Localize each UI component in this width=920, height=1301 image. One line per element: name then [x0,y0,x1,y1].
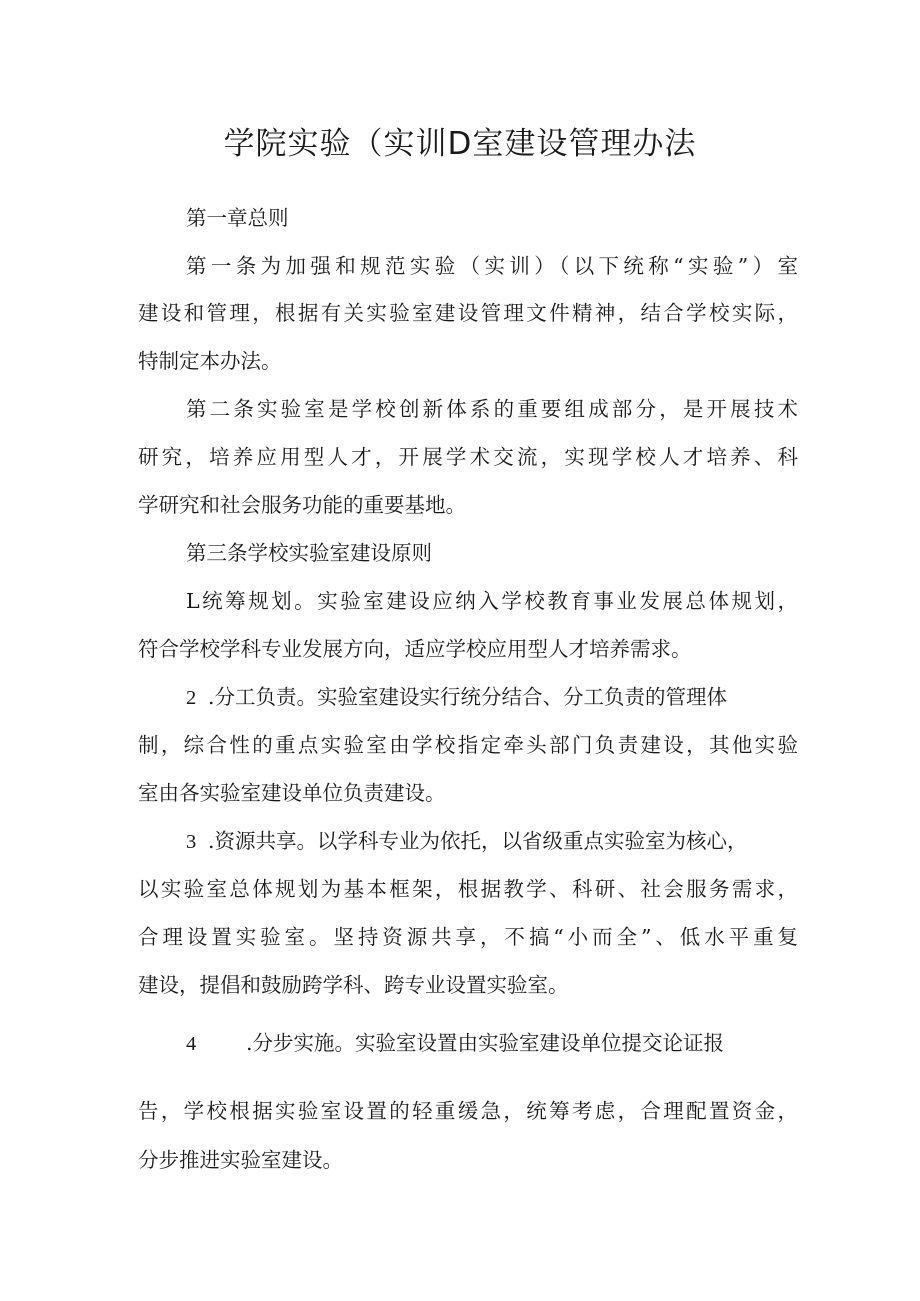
item-3-line-4: 建设，提倡和鼓励跨学科、跨专业设置实验室。 [138,973,569,997]
item-3-line-2: 以实验室总体规划为基本框架，根据教学、科研、社会服务需求， [138,877,798,901]
article-1-line-3: 特制定本办法。 [138,349,282,373]
article-2-line-2: 研究，培养应用型人才，开展学术交流，实现学校人才培养、科 [138,445,798,469]
item-2-line-2: 制，综合性的重点实验室由学校指定牵头部门负责建设，其他实验 [138,733,798,757]
item-1-line-2: 符合学校学科专业发展方向，适应学校应用型人才培养需求。 [138,637,692,661]
item-3-line-3: 合理设置实验室。坚持资源共享，不搞“小而全”、低水平重复 [138,925,798,949]
item-text: .分步实施。实验室设置由实验室建设单位提交论证报 [246,1031,725,1055]
item-number: 4 [186,1033,197,1055]
item-number: 2 [186,687,197,709]
item-2-line-3: 室由各实验室建设单位负责建设。 [138,781,446,805]
item-3-line-1 [186,826,798,857]
article-1-line-1: 第一条为加强和规范实验（实训）（以下统称“实验”）室 [186,254,798,278]
article-1-line-2: 建设和管理，根据有关实验室建设管理文件精神，结合学校实际， [138,301,798,325]
chapter-heading: 第一章总则 [186,206,289,230]
item-text: .分工负责。实验室建设实行统分结合、分工负责的管理体 [208,685,728,709]
article-2-line-1: 第二条实验室是学校创新体系的重要组成部分，是开展技术 [186,397,798,421]
item-text: .资源共享。以学科专业为依托，以省级重点实验室为核心， [208,829,748,853]
article-2-line-3: 学研究和社会服务功能的重要基地。 [138,493,466,517]
item-4-line-1 [186,1028,798,1059]
page-title: 学院实验（实训D室建设管理办法 [223,126,697,162]
article-3-heading: 第三条学校实验室建设原则 [186,541,432,565]
item-4-line-3: 分步推进实验室建设。 [138,1148,343,1172]
item-1-line-1: L统筹规划。实验室建设应纳入学校教育事业发展总体规划， [186,589,798,613]
item-2-line-1 [186,682,798,713]
item-number: 3 [186,831,197,853]
item-4-line-2: 告，学校根据实验室设置的轻重缓急，统筹考虑，合理配置资金， [138,1099,798,1123]
